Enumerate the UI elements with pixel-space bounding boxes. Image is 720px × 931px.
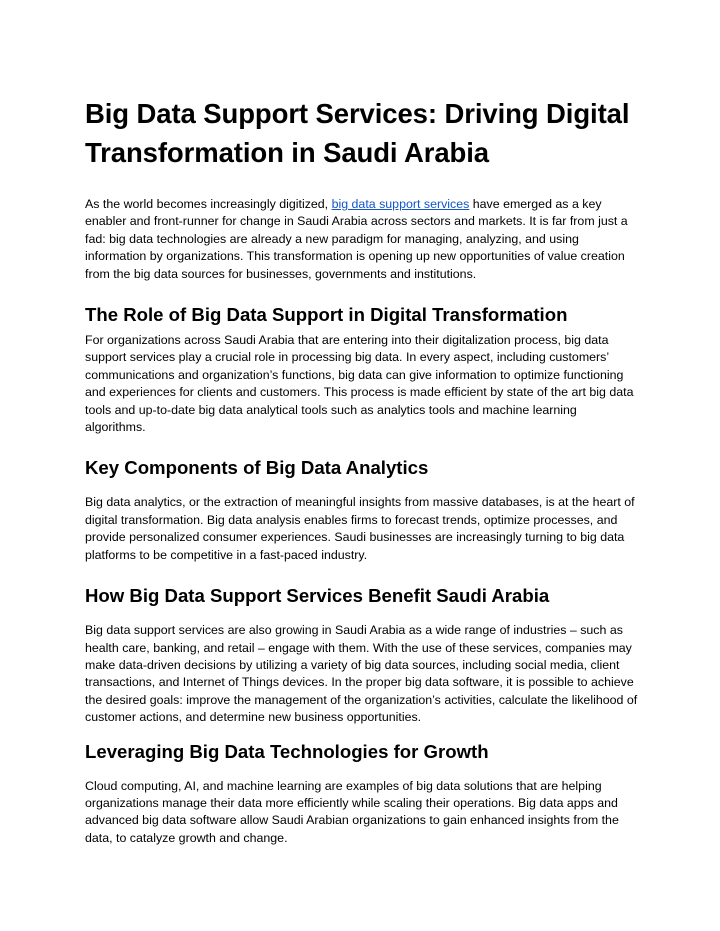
intro-text-before-link: As the world becomes increasingly digitized, <box>85 197 332 211</box>
intro-paragraph <box>85 196 640 283</box>
section-body-key-components: Big data analytics, or the extraction of meaningful insights from massive databases, is at the heart of digital transformation. Big data analysis enables firms to forecast trends, optimize processes, and provide personalized consumer experiences. Saudi businesses are increasingly turning to big data platforms to be competitive in a fast-paced industry. <box>85 495 635 562</box>
section-body-role: For organizations across Saudi Arabia that are entering into their digitalization process, big data support services play a crucial role in processing big data. In every aspect, including customers’ communications and organization’s functions, big data can give information to optimize functioning and experiences for clients and customers. This process is made efficient by state of the art big data tools and up-to-date big data analytical tools such as analytics tools and machine learning algorithms. <box>85 333 634 435</box>
section-heading-benefits: How Big Data Support Services Benefit Saudi Arabia <box>85 585 550 607</box>
page-title: Big Data Support Services: Driving Digital Transformation in Saudi Arabia <box>85 98 630 168</box>
big-data-support-services-link[interactable]: big data support services <box>331 197 470 211</box>
document-page <box>85 94 640 847</box>
section-heading-leveraging: Leveraging Big Data Technologies for Growth <box>85 740 489 762</box>
intro-text-after-link: have emerged as a key enabler and front-runner for change in Saudi Arabia across sectors and markets. It is far from just a fad: big data technologies are already a new paradigm for managing, analyzing, and using information by organizations. This transformation is opening up new opportunities of value creation from the big data sources for businesses, governments and institutions. <box>85 197 628 281</box>
section-heading-role: The Role of Big Data Support in Digital Transformation <box>85 304 568 326</box>
section-heading-key-components: Key Components of Big Data Analytics <box>85 457 429 479</box>
section-body-benefits: Big data support services are also growing in Saudi Arabia as a wide range of industries – such as health care, banking, and retail – engage with them. With the use of these services, companies may make data-driven decisions by utilizing a variety of big data sources, including social media, client transactions, and Internet of Things devices. In the proper big data software, it is possible to achieve the desired goals: improve the management of the organization’s activities, calculate the likelihood of customer actions, and determine new business opportunities. <box>85 623 638 725</box>
section-body-leveraging: Cloud computing, AI, and machine learning are examples of big data solutions that are helping organizations manage their data more efficiently while scaling their operations. Big data apps and advanced big data software allow Saudi Arabian organizations to gain enhanced insights from the data, to catalyze growth and change. <box>85 778 619 845</box>
